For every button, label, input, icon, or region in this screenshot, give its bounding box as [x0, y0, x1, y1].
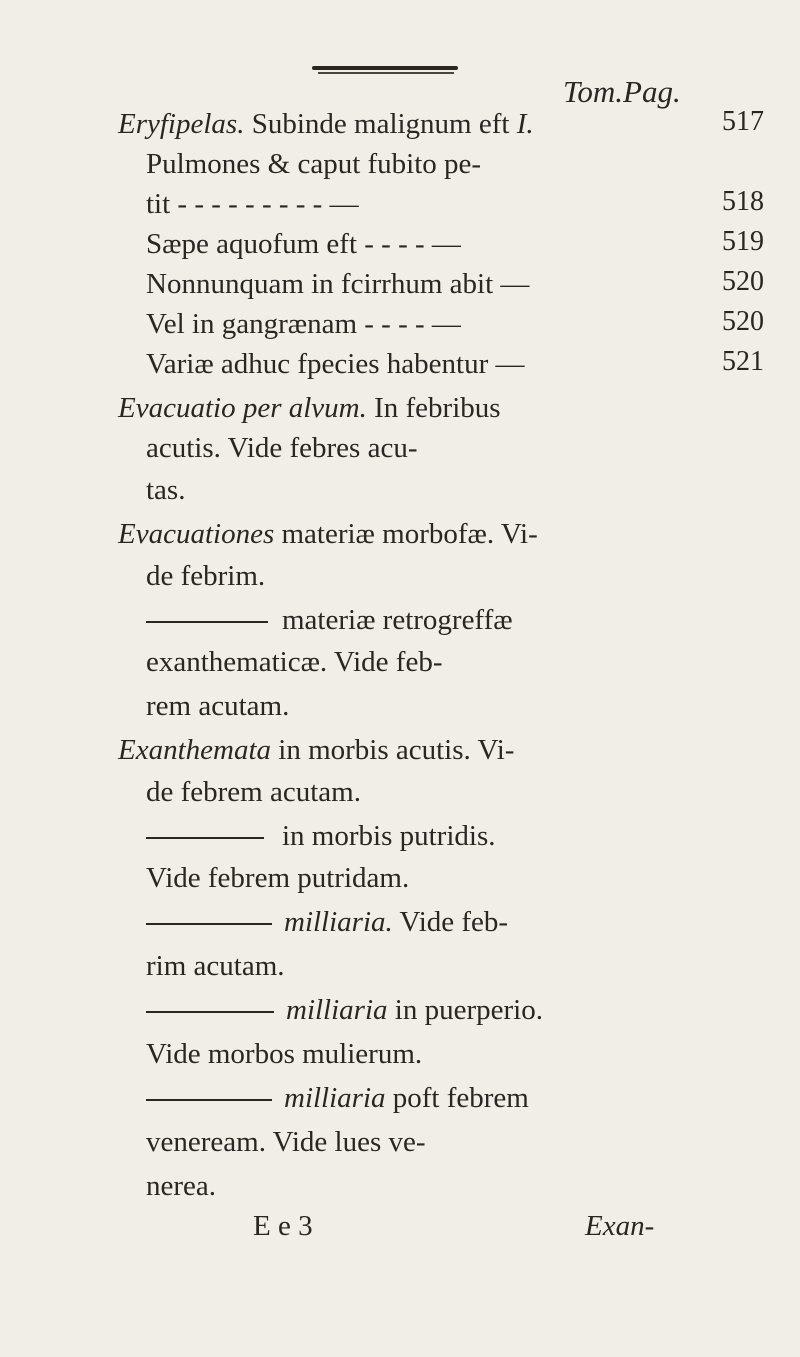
header-rule: [312, 66, 458, 70]
entry-line-22: milliaria in puerperio.: [146, 992, 543, 1028]
entry-line-7: Variæ adhuc fpecies habentur —: [146, 348, 525, 380]
column-header: Tom.Pag.: [563, 74, 681, 109]
ditto-dash: [146, 1099, 272, 1101]
page-number: 520: [722, 306, 764, 337]
ditto-dash: [146, 837, 264, 839]
entry-line-21: rim acutam.: [146, 950, 285, 982]
page-number: 518: [722, 186, 764, 217]
entry-line-25: veneream. Vide lues ve-: [146, 1126, 426, 1158]
entry-line-18: in morbis putridis.: [146, 818, 495, 854]
ditto-dash: [146, 1011, 274, 1013]
entry-line-20: milliaria. Vide feb-: [146, 904, 508, 940]
page-number: 517: [722, 106, 764, 137]
entry-line-2: Pulmones & caput fubito pe-: [146, 148, 482, 180]
entry-line-4: Sæpe aquofum eft - - - - —: [146, 228, 461, 260]
entry-line-17: de febrem acutam.: [146, 776, 361, 808]
entry-line-16: Exanthemata in morbis acutis. Vi-: [118, 734, 515, 766]
entry-line-3: tit - - - - - - - - - —: [146, 188, 359, 220]
signature-mark: E e 3: [253, 1210, 313, 1242]
ditto-dash: [146, 621, 268, 623]
entry-line-6: Vel in gangrænam - - - - —: [146, 308, 461, 340]
header-rule-inner: [318, 72, 454, 74]
entry-line-5: Nonnunquam in fcirrhum abit —: [146, 268, 530, 300]
entry-line-24: milliaria poft febrem: [146, 1080, 529, 1116]
entry-line-11: Evacuationes materiæ morbofæ. Vi-: [118, 518, 538, 550]
entry-line-15: rem acutam.: [146, 690, 290, 722]
entry-line-1: Eryfipelas. Subinde malignum eft I.: [118, 108, 534, 140]
page-number: 521: [722, 346, 764, 377]
catchword: Exan-: [585, 1210, 655, 1242]
page-number: 520: [722, 266, 764, 297]
entry-line-13: materiæ retrogreffæ: [146, 602, 513, 638]
entry-line-14: exanthematicæ. Vide feb-: [146, 646, 443, 678]
entry-line-23: Vide morbos mulierum.: [146, 1038, 423, 1070]
entry-line-8: Evacuatio per alvum. In febribus: [118, 392, 501, 424]
entry-line-9: acutis. Vide febres acu-: [146, 432, 418, 464]
page-number: 519: [722, 226, 764, 257]
entry-line-10: tas.: [146, 474, 186, 506]
entry-line-26: nerea.: [146, 1170, 217, 1202]
entry-line-12: de febrim.: [146, 560, 266, 592]
ditto-dash: [146, 923, 272, 925]
entry-line-19: Vide febrem putridam.: [146, 862, 410, 894]
